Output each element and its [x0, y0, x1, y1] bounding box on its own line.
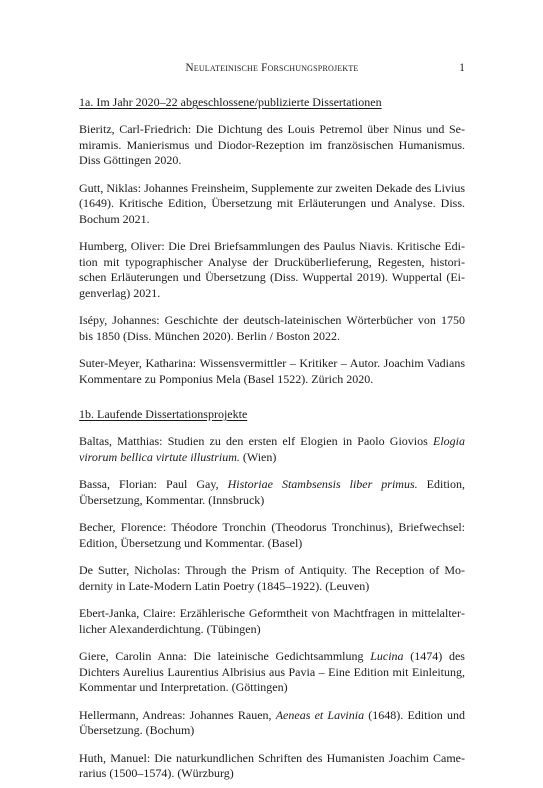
bibliography-entry: Huth, Manuel: Die naturkundlichen Schriften des Humanisten Joachim Camerarius (1500–1574). (Würzburg)	[79, 750, 465, 780]
bibliography-entry: Isépy, Johannes: Geschichte der deutsch-lateinischen Wörterbücher von 1750 bis 1850 (Diss. München 2020). Berlin / Boston 2022.	[79, 313, 465, 343]
section-ongoing	[79, 407, 465, 782]
bibliography-entry: Becher, Florence: Théodore Tronchin (Theodorus Tronchinus), Briefwechsel: Edition, Übersetzung und Kommentar. (Basel)	[79, 520, 465, 550]
bibliography-entry: Giere, Carolin Anna: Die lateinische Gedichtsammlung Lucina (1474) des Dichters Aurelius Laurentius Albrisius aus Pavia – Eine Edition mit Einleitung, Kommentar und Interpretation. (Göttingen)	[79, 649, 465, 694]
section-completed	[79, 95, 465, 387]
bibliography-entry: Baltas, Matthias: Studien zu den ersten elf Elogien in Paolo Giovios Elogia virorum bellica virtute illustrium. (Wien)	[79, 434, 465, 464]
document-page	[79, 62, 465, 788]
bibliography-entry: Suter-Meyer, Katharina: Wissensvermittler – Kritiker – Autor. Joachim Vadians Kommentare zu Pomponius Mela (Basel 1522). Zürich 2020.	[79, 356, 465, 386]
section-heading: 1a. Im Jahr 2020–22 abgeschlossene/publizierte Dissertationen	[79, 95, 382, 109]
bibliography-entry: Hellermann, Andreas: Johannes Rauen, Aeneas et Lavinia (1648). Edition und Übersetzung. (Bochum)	[79, 707, 465, 737]
running-title: Neulateinische Forschungsprojekte	[185, 62, 359, 74]
bibliography-entry: De Sutter, Nicholas: Through the Prism of Antiquity. The Reception of Modernity in Late-Modern Latin Poetry (1845–1922). (Leuven)	[79, 563, 465, 593]
bibliography-entry: Bassa, Florian: Paul Gay, Historiae Stambsensis liber primus. Edition, Übersetzung, Kommentar. (Innsbruck)	[79, 477, 465, 507]
bibliography-entry: Humberg, Oliver: Die Drei Briefsammlungen des Paulus Niavis. Kritische Edition mit typographischer Analyse der Drucküberlieferung, Regesten, historischen Erläuterungen und Übersetzung (Diss. Wuppertal 2019). Wuppertal (Eigenverlag) 2021.	[79, 239, 465, 300]
page-number: 1	[459, 62, 465, 74]
section-heading: 1b. Laufende Dissertationsprojekte	[79, 407, 248, 421]
running-header	[79, 62, 465, 78]
bibliography-entry: Bieritz, Carl-Friedrich: Die Dichtung des Louis Petremol über Ninus und Semiramis. Manierismus und Diodor-Rezeption im französischen Humanismus. Diss Göttingen 2020.	[79, 122, 465, 167]
bibliography-entry: Gutt, Niklas: Johannes Freinsheim, Supplemente zur zweiten Dekade des Livius (1649). Kritische Edition, Übersetzung mit Erläuterungen und Analyse. Diss. Bochum 2021.	[79, 180, 465, 226]
bibliography-entry: Ebert-Janka, Claire: Erzählerische Geformtheit von Machtfragen in mittelalterlicher Alexanderdichtung. (Tübingen)	[79, 606, 465, 636]
